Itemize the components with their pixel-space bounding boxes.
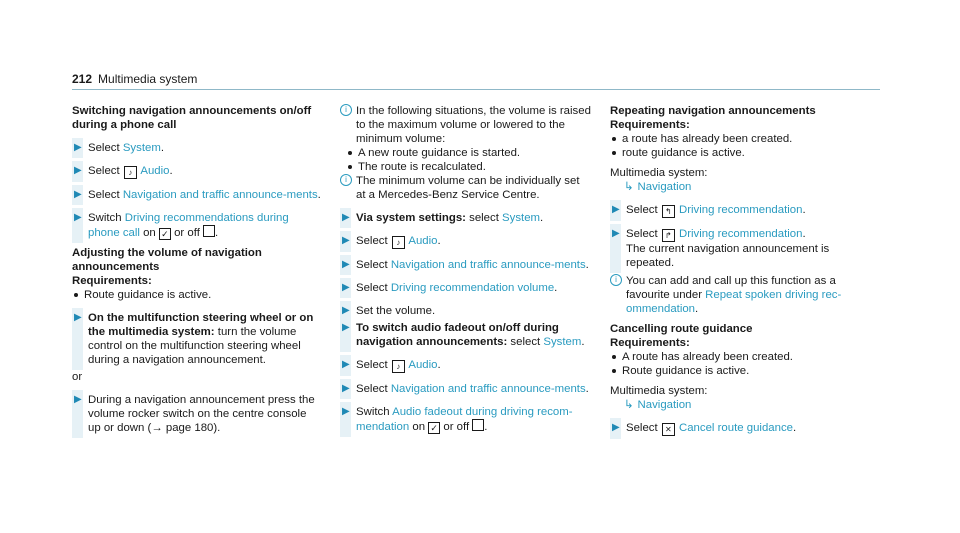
bullet: route guidance is active. <box>610 146 872 160</box>
path-arrow-icon: ↳ <box>624 399 634 411</box>
step: ▶ To switch audio fadeout on/off during navigation announcements: select System. <box>340 321 592 349</box>
step-arrow-icon: ▶ <box>612 204 620 215</box>
link-repeat-spoken[interactable]: Repeat spoken driving rec-ommendation <box>626 289 842 315</box>
checkbox-off-icon <box>472 419 484 431</box>
step-arrow-icon: ▶ <box>342 406 350 417</box>
cancel-icon: ✕ <box>662 423 675 436</box>
step-arrow-icon: ▶ <box>342 235 350 246</box>
link-navigation[interactable]: Navigation <box>637 399 692 411</box>
info-icon: i <box>340 174 352 186</box>
link-system[interactable]: System <box>122 142 161 154</box>
step: ▶ Set the volume. <box>340 304 592 318</box>
link-driving-rec-volume[interactable]: Driving recommendation volume <box>390 282 555 294</box>
bullet: A new route guidance is started. <box>346 146 592 160</box>
step: ▶ Select ♪ Audio. <box>72 164 322 179</box>
or-text: or <box>72 371 83 383</box>
bullet: Route guidance is active. <box>610 364 872 378</box>
info-icon: i <box>340 104 352 116</box>
heading-repeat: Repeating navigation announcements <box>610 105 816 117</box>
nav-path <box>610 180 872 194</box>
link-driving-rec[interactable]: Driving recommendation <box>679 204 803 216</box>
step: ▶ Select Driving recommendation volume. <box>340 281 592 295</box>
step: ▶ Select Navigation and traffic announce-ments. <box>340 382 592 396</box>
checkbox-off-icon <box>203 225 215 237</box>
checkbox-on-icon: ✓ <box>428 422 440 434</box>
page-number: 212 <box>72 72 93 86</box>
audio-icon: ♪ <box>124 166 137 179</box>
step: ▶ Select ♪ Audio. <box>340 234 592 249</box>
step-arrow-icon: ▶ <box>74 189 82 200</box>
step-arrow-icon: ▶ <box>74 165 82 176</box>
step: ▶ Switch Driving recommendations during phone call on ✓ or off . <box>72 211 322 240</box>
turn-right-icon: ↱ <box>662 229 675 242</box>
step-arrow-icon: ▶ <box>74 142 82 153</box>
multimedia-system-label: Multimedia system: <box>610 167 708 179</box>
checkbox-on-icon: ✓ <box>159 228 171 240</box>
page-title: Multimedia system <box>98 72 198 86</box>
step-arrow-icon: ▶ <box>612 422 620 433</box>
bullet: Route guidance is active. <box>72 288 322 302</box>
step-arrow-icon: ▶ <box>74 212 82 223</box>
step-arrow-icon: ▶ <box>342 383 350 394</box>
link-audio[interactable]: Audio <box>408 235 438 247</box>
step: ▶ Select Navigation and traffic announce-ments. <box>72 188 322 202</box>
link-nav-traffic[interactable]: Navigation and traffic announce-ments <box>122 189 318 201</box>
note: i The minimum volume can be individually set at a Mercedes-Benz Service Centre. <box>340 174 592 202</box>
step-arrow-icon: ▶ <box>342 259 350 270</box>
turn-left-icon: ↰ <box>662 205 675 218</box>
heading-phone-call: Switching navigation announcements on/off during a phone call <box>72 105 312 131</box>
step: ▶ During a navigation announcement press the volume rocker switch on the centre console up or down (→ page 180). <box>72 393 322 435</box>
step-arrow-icon: ▶ <box>342 359 350 370</box>
requirements-label: Requirements: <box>610 337 690 349</box>
heading-cancel: Cancelling route guidance <box>610 323 753 335</box>
link-nav-traffic[interactable]: Navigation and traffic announce-ments <box>390 383 586 395</box>
link-audio[interactable]: Audio <box>140 165 170 177</box>
link-driving-rec[interactable]: Driving recommendation <box>679 228 803 240</box>
link-nav-traffic[interactable]: Navigation and traffic announce-ments <box>390 259 586 271</box>
column-2 <box>340 104 592 434</box>
info-icon: i <box>610 274 622 286</box>
bullet: The route is recalculated. <box>346 160 592 174</box>
step-arrow-icon: ▶ <box>74 312 82 323</box>
step: ▶ Switch Audio fadeout during driving recom-mendation on ✓ or off . <box>340 405 592 434</box>
step: ▶ Via system settings: select System. <box>340 211 592 225</box>
multimedia-system-label: Multimedia system: <box>610 385 708 397</box>
step: ▶ Select ♪ Audio. <box>340 358 592 373</box>
column-3 <box>610 104 872 436</box>
step: ▶ Select ✕ Cancel route guidance. <box>610 421 872 436</box>
step-arrow-icon: ▶ <box>342 212 350 223</box>
requirements-label: Requirements: <box>610 119 690 131</box>
column-1 <box>72 104 322 435</box>
step-arrow-icon: ▶ <box>74 394 82 405</box>
requirements-label: Requirements: <box>72 275 152 287</box>
note: i You can add and call up this function as a favourite under Repeat spoken driving rec-ommendation. <box>610 274 872 316</box>
page-header <box>72 72 197 86</box>
step: ▶ Select Navigation and traffic announce-ments. <box>340 258 592 272</box>
step-arrow-icon: ▶ <box>342 322 350 333</box>
nav-path <box>610 398 872 412</box>
audio-icon: ♪ <box>392 236 405 249</box>
header-rule <box>72 89 880 90</box>
heading-adjust-volume: Adjusting the volume of navigation announcements <box>72 247 262 273</box>
note: i In the following situations, the volume is raised to the maximum volume or lowered to the minimum volume: <box>340 104 592 146</box>
step: ▶ Select ↱ Driving recommendation. The current navigation announcement is repeated. <box>610 227 872 270</box>
step-arrow-icon: ▶ <box>342 282 350 293</box>
audio-icon: ♪ <box>392 360 405 373</box>
step-arrow-icon: ▶ <box>342 305 350 316</box>
link-audio-fadeout[interactable]: Audio fadeout during driving recom-mendation <box>356 406 573 433</box>
link-driving-rec-phone[interactable]: Driving recommendations during phone call <box>88 212 289 239</box>
bullet: a route has already been created. <box>610 132 872 146</box>
link-system[interactable]: System <box>543 336 582 348</box>
step-arrow-icon: ▶ <box>612 228 620 239</box>
bullet: A route has already been created. <box>610 350 872 364</box>
link-audio[interactable]: Audio <box>408 359 438 371</box>
path-arrow-icon: ↳ <box>624 181 634 193</box>
link-navigation[interactable]: Navigation <box>637 181 692 193</box>
link-system[interactable]: System <box>502 212 541 224</box>
step: ▶ Select System. <box>72 141 322 155</box>
step: ▶ On the multifunction steering wheel or on the multimedia system: turn the volume control on the multifunction steering wheel during a navigation announcement. <box>72 311 322 367</box>
step: ▶ Select ↰ Driving recommendation. <box>610 203 872 218</box>
link-cancel-route[interactable]: Cancel route guidance <box>679 422 793 434</box>
